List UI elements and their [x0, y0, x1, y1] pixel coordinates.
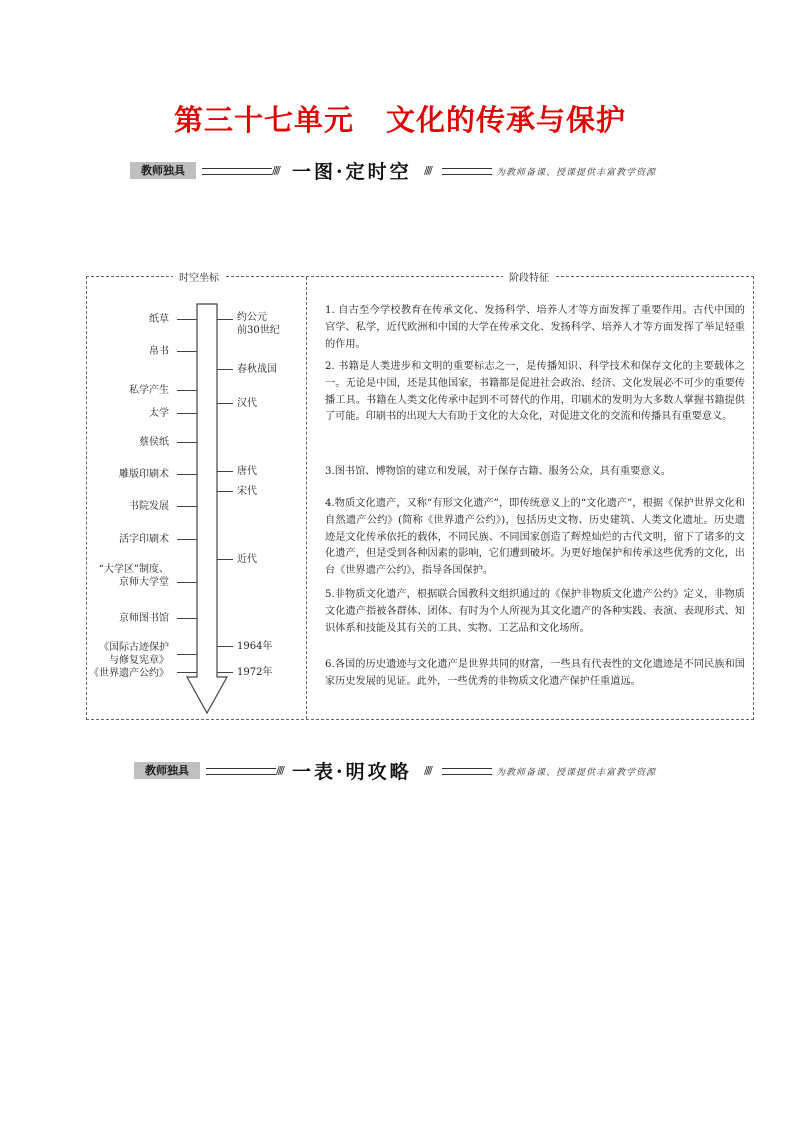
column-divider — [306, 277, 307, 719]
feature-paragraph: 5.非物质文化遗产，根据联合国教科文组织通过的《保护非物质文化遗产公约》定义，非物质文化遗产指被各群体、团体、有时为个人所视为其文化遗产的各种实践、表演、表现形式、知识体系和技能及其有关的工具、实物、工艺品和文化场所。 — [325, 589, 745, 634]
event-label: 《世界遗产公约》 — [89, 668, 169, 679]
period-label: 近代 — [237, 554, 257, 565]
event-label: 京师图书馆 — [119, 613, 169, 624]
event-label: 与修复宪章》 — [109, 655, 169, 666]
timeline-header: 时空坐标 — [173, 269, 225, 284]
event-label: “大学区”制度、 — [98, 564, 169, 575]
unit-number: 第三十七单元 — [173, 103, 354, 137]
event-label: 私学产生 — [129, 385, 169, 396]
period-label: 春秋战国 — [237, 364, 277, 375]
banner-hatch: //// — [276, 764, 283, 777]
banner-rule — [442, 168, 492, 175]
banner-rule — [206, 768, 276, 775]
period-label: 汉代 — [237, 398, 257, 409]
banner-rule — [202, 168, 272, 175]
event-label: 纸草 — [149, 314, 169, 325]
feature-paragraph: 2. 书籍是人类进步和文明的重要标志之一，是传播知识、科学技术和保存文化的主要载体之一。无论是中国，还是其他国家，书籍都是促进社会政治、经济、文化发展必不可少的重要传播工具。书籍在人类文化传承中起到不可替代的作用，印刷术的发明为大多数人掌握书籍提供了可能。印刷书的出现大大有助于文化的大众化，对促进文化的交流和传播具有重要意义。 — [325, 361, 745, 423]
event-label: 雕版印刷术 — [119, 469, 169, 480]
feature-paragraph: 6.各国的历史遗迹与文化遗产是世界共同的财富，一些具有代表性的文化遗迹是不同民族和国家历史发展的见证。此外，一些优秀的非物质文化遗产保护任重道远。 — [325, 659, 745, 687]
event-label: 书院发展 — [129, 501, 169, 512]
event-label: 太学 — [149, 408, 169, 419]
event-label: 蔡侯纸 — [139, 437, 169, 448]
event-label: 活字印刷术 — [119, 534, 169, 545]
period-label: 唐代 — [237, 466, 257, 477]
teacher-exclusive-tag: 教师独具 — [134, 762, 200, 779]
timeline-panel — [86, 273, 754, 720]
features-header: 阶段特征 — [503, 269, 555, 284]
banner-heading: 一表·明攻略 — [292, 761, 412, 783]
feature-paragraph: 4.物质文化遗产，又称“有形文化遗产”，即传统意义上的“文化遗产”，根据《保护世界文化和自然遗产公约》(简称《世界遗产公约》)，包括历史文物、历史建筑、人类文化遗址。历史遗迹是文化传承依托的载体，不同民族、不同国家创造了辉煌灿烂的古代文明，留下了诸多的文化遗产，但是受到各种因素的影响，它们遭到破坏。为更好地保护和传承这些优秀的文化，出台《世界遗产公约》，指导各国保护。 — [325, 498, 745, 577]
teacher-exclusive-tag: 教师独具 — [130, 162, 196, 179]
event-label: 《国际古迹保护 — [99, 642, 169, 653]
banner-hatch: //// — [424, 164, 431, 177]
section-banner-table — [130, 760, 690, 782]
banner-rule — [442, 768, 492, 775]
section-banner-map — [130, 160, 690, 182]
event-label: 京师大学堂 — [119, 577, 169, 588]
period-label: 约公元 — [237, 312, 267, 323]
period-label: 1964年 — [237, 641, 273, 652]
period-label: 前30世纪 — [237, 325, 280, 336]
banner-hatch: //// — [424, 764, 431, 777]
event-label: 帛书 — [149, 346, 169, 357]
banner-heading: 一图·定时空 — [292, 161, 412, 183]
page-title — [0, 98, 800, 139]
banner-subtitle: 为教师备课、授课提供丰富教学资源 — [496, 168, 657, 178]
period-label: 1972年 — [237, 667, 273, 678]
feature-paragraph: 3.图书馆、博物馆的建立和发展，对于保存古籍、服务公众，具有重要意义。 — [325, 466, 671, 477]
unit-name: 文化的传承与保护 — [386, 103, 627, 137]
period-label: 宋代 — [237, 486, 257, 497]
banner-hatch: //// — [272, 164, 279, 177]
feature-paragraph: 1. 自古至今学校教育在传承文化、发扬科学、培养人才等方面发挥了重要作用。古代中国的官学、私学，近代欧洲和中国的大学在传承文化、发扬科学、培养人才等方面发挥了举足轻重的作用。 — [325, 305, 745, 350]
banner-subtitle: 为教师备课、授课提供丰富教学资源 — [496, 768, 657, 778]
